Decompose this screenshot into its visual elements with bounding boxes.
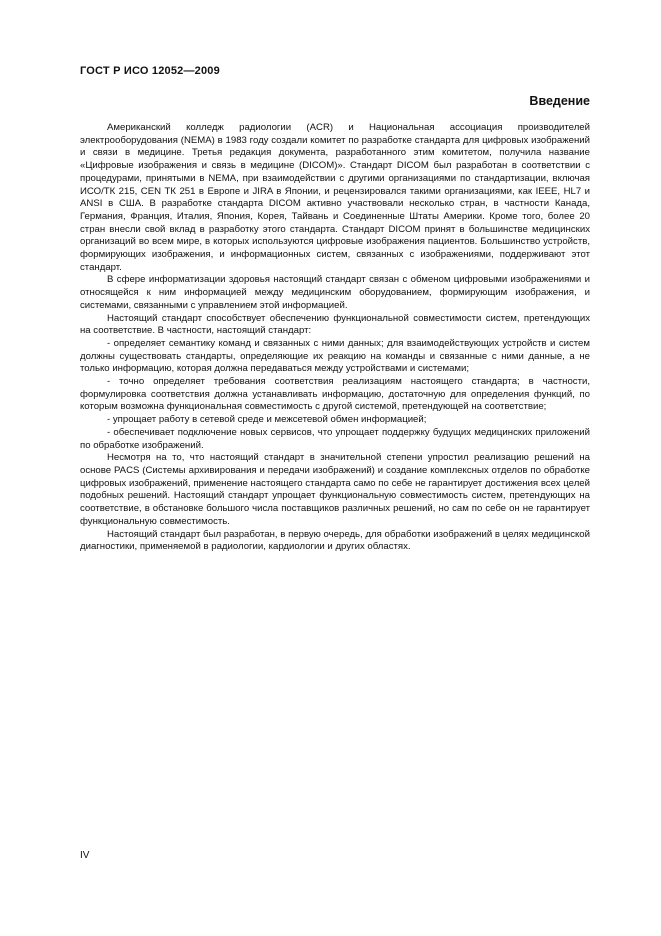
paragraph-purpose: Настоящий стандарт был разработан, в первую очередь, для обработки изображений в целях медицинской диагностики, применяемой в радиологии, кардиологии и других областях. [80,528,590,553]
paragraph-pacs: Несмотря на то, что настоящий стандарт в значительной степени упростил реализацию решений на основе PACS (Системы архивирования и передачи изображений) и создание комплексных отделов по обработке цифровых изображений, применение настоящего стандарта само по себе не гарантирует достижения всех целей подобных решений. Настоящий стандарт упрощает функциональную совместимость систем, претендующих на соответствие, в обстановке большого числа поставщиков различных решений, но сам по себе он не гарантирует функциональную совместимость. [80,452,590,527]
list-item-services: - обеспечивает подключение новых сервисов, что упрощает поддержку будущих медицинских приложений по обработке изображений. [80,426,590,451]
page-number: IV [80,850,90,861]
list-item-networking: - упрощает работу в сетевой среде и межсетевой обмен информацией; [107,414,427,426]
body-text [80,122,590,554]
list-item-conformance: - точно определяет требования соответствия реализациям настоящего стандарта; в частности, формулировка соответствия должна устанавливать информацию, достаточную для определения функций, по которым возможна функциональная совместимость с другой системой, претендующей на соответствие; [80,376,590,413]
list-item-semantics: - определяет семантику команд и связанных с ними данных; для взаимодействующих устройств и систем должны существовать стандарты, определяющие их реакцию на команды и связанные с ними данные, а не только информацию, которая должна передаваться между устройствами и системами; [80,337,590,375]
standard-code-header: ГОСТ Р ИСО 12052—2009 [80,65,220,77]
section-title: Введение [529,94,590,108]
paragraph-informatization: В сфере информатизации здоровья настоящий стандарт связан с обменом цифровыми изображениями и относящейся к ним информацией между медицинским оборудованием, формирующим изображения, и системами, связанными с управлением этой информацией. [80,274,590,311]
paragraph-interoperability: Настоящий стандарт способствует обеспечению функциональной совместимости систем, претендующих на соответствие. В частности, настоящий стандарт: [80,312,590,337]
paragraph-intro: Американский колледж радиологии (ACR) и Национальная ассоциация производителей электрооборудования (NEMA) в 1983 году создали комитет по разработке стандарта для цифровых изображений и связи в медицине. Третья редакция документа, разработанного этим комитетом, получила название «Цифровые изображения и связь в медицине (DICOM)». Стандарт DICOM был разработан в соответствии с процедурами, принятыми в NEMA, при взаимодействии с другими организациями по стандартизации, включая ИСО/ТК 215, CEN ТК 251 в Европе и JIRA в Японии, и рецензировался такими организациями, как IEEE, HL7 и ANSI в США. В разработке стандарта DICOM активно участвовали несколько стран, в частности Канада, Германия, Франция, Италия, Япония, Корея, Тайвань и Соединенные Штаты Америки. Кроме того, более 20 стран внесли свой вклад в разработку этого стандарта. Стандарт DICOM принят в большинстве медицинских организаций во всем мире, в которых используются цифровые изображения пациентов. Большинство устройств, формирующих изображения, и информационных систем, связанных с изображениями, поддерживают этот стандарт. [80,122,590,273]
